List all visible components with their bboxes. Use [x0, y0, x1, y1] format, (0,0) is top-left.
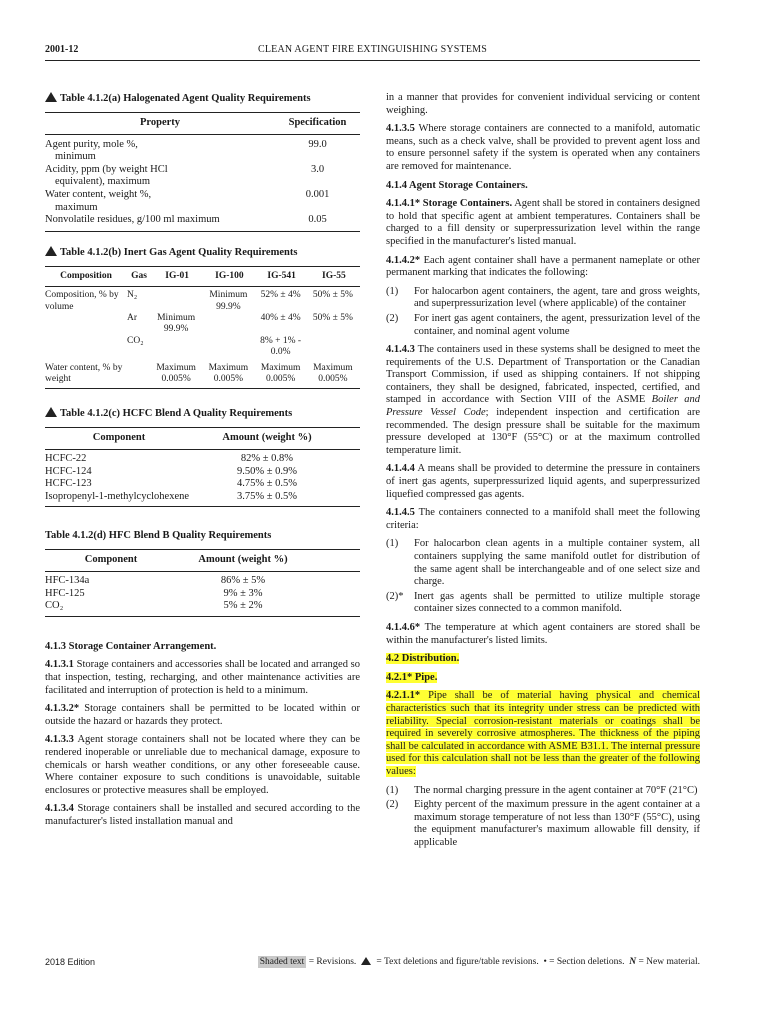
table-row: Nonvolatile residues, g/100 ml maximum 0.05: [45, 214, 360, 231]
new-material-icon: N: [629, 957, 637, 967]
delta-icon: [45, 92, 57, 102]
delta-icon: [45, 246, 57, 256]
paragraph-4-1-4-1: 4.1.4.1* Storage Containers. Agent shall be stored in containers designed to hold that specific agent at ambient temperatures. Containers shall be charged to a fill density or superpressurization level within the range specified in the manufacturer's listed manual.: [386, 198, 701, 247]
right-column: [386, 92, 700, 855]
table-d-header: Component: [45, 550, 177, 572]
table-b-header: IG-01: [151, 266, 203, 286]
table-c-header: Amount (weight %): [193, 428, 341, 450]
paragraph-4-1-4-2: 4.1.4.2* Each agent container shall have a permanent nameplate or other permanent marking that indicates the following:: [386, 254, 700, 279]
table-row: Ar Minimum 99.9% 40% ± 4% 50% ± 5%: [127, 312, 353, 335]
section-4-1-3-heading: 4.1.3 Storage Container Arrangement.: [45, 640, 217, 652]
table-b-header: IG-100: [203, 266, 255, 286]
shaded-text-sample: Shaded text: [259, 957, 305, 967]
list-item: (1) The normal charging pressure in the agent container at 70°F (21°C): [386, 784, 698, 796]
table-b-header: IG-55: [308, 266, 360, 286]
table-row: HFC-125 9% ± 3%: [45, 587, 263, 599]
paragraph-4-1-4-3: 4.1.4.3 The containers used in these systems shall be designed to meet the requirements of the U.S. Department of Transportation or the Canadian Transport Commission, if used as shipping containers. If not shipping containers, they shall be designed, fabricated, inspected, certified, and stamped in accordance with Section VIII of the ASME Boiler and Pressure Vessel Code; independent inspection and certification are recommended. The design pressure shall be suitable for the maximum pressure developed at 130°F (55°C) or at the maximum controlled temperature limit.: [386, 344, 701, 456]
table-row: HCFC-124 9.50% ± 0.9%: [45, 465, 297, 477]
list-item: (2)* Inert gas agents shall be permitted to utilize multiple storage container sizes connected to a common manifold.: [386, 590, 700, 615]
table-row: CO₂ 8% + 1% - 0.0%: [127, 335, 302, 358]
paragraph-4-1-3-5: 4.1.3.5 Where storage containers are connected to a manifold, automatic means, such as a check valve, shall be provided to prevent agent loss and to ensure personnel safety if the system is operated when any containers are removed for maintenance.: [386, 123, 700, 172]
table-c-header: Component: [45, 428, 193, 450]
table-c-title: Table 4.1.2(c) HCFC Blend A Quality Requirements: [45, 407, 360, 427]
table-row: Water content, % by weight Maximum 0.005% Maximum 0.005% Maximum 0.005% Maximum 0.005%: [45, 359, 360, 389]
list-4-2-1-1: [386, 785, 700, 850]
paragraph-4-1-4-5: 4.1.4.5 The containers connected to a manifold shall meet the following criteria:: [386, 507, 701, 531]
table-row: Acidity, ppm (by weight HCl equivalent), maximum 3.0: [45, 163, 325, 188]
header-rule: [45, 60, 700, 61]
revision-legend: Shaded text = Revisions. = Text deletions and figure/table revisions. • = Section deletions. N = New material.: [259, 957, 700, 967]
table-d: [45, 549, 360, 616]
list-item: (2) For inert gas agent containers, the agent, pressurization level of the container, and nominal agent volume: [386, 312, 700, 337]
section-4-1-4-heading: 4.1.4 Agent Storage Containers.: [386, 179, 528, 191]
table-a: [45, 112, 360, 232]
paragraph-4-2-1-1: 4.2.1.1* Pipe shall be of material having physical and chemical characteristics such that its integrity under stress can be predicted with reliability. Special corrosion-resistant materials or coatings shall be required in severely corrosive atmospheres. The thickness of the piping shall be calculated in accordance with ASME B31.1. The internal pressure used for this calculation shall not be less than the greater of the following values:: [386, 690, 700, 777]
list-4-1-4-5: [386, 538, 700, 616]
table-a-header: Property: [45, 113, 275, 135]
running-title: CLEAN AGENT FIRE EXTINGUISHING SYSTEMS: [257, 44, 488, 55]
section-4-2-heading: 4.2 Distribution.: [386, 653, 460, 665]
table-row: Isopropenyl-1-methylcyclohexene 3.75% ± 0.5%: [45, 491, 360, 507]
paragraph-4-1-3-2: 4.1.3.2* Storage containers shall be permitted to be located within or outside the hazard or hazards they protect.: [45, 703, 360, 727]
table-row: Water content, weight %, maximum 0.001: [45, 188, 330, 213]
table-row: Composition, % by volume N₂ Minimum 99.9% 52% ± 4% 50% ± 5%: [45, 290, 353, 312]
edition-label: 2018 Edition: [45, 957, 96, 967]
paragraph-4-1-3-1: 4.1.3.1 Storage containers and accessories shall be located and arranged so that inspection, testing, recharging, and other maintenance activities are facilitated and interruption of protection is held to a minimum.: [45, 659, 361, 696]
table-b-title: Table 4.1.2(b) Inert Gas Agent Quality Requirements: [45, 246, 360, 266]
paragraph-4-1-3-4: 4.1.3.4 Storage containers shall be installed and secured according to the manufacturer's listed installation manual and: [45, 803, 361, 827]
delta-icon: [45, 407, 57, 417]
table-row: HCFC-123 4.75% ± 0.5%: [45, 478, 297, 490]
table-row: Agent purity, mole %, minimum 99.0: [45, 138, 327, 163]
paragraph-4-1-3-3: 4.1.3.3 Agent storage containers shall not be located where they can be rendered inoperable or unreliable due to mechanical damage, exposure to chemicals or harsh weather conditions, or any other foreseeable cause. Where container exposure to such conditions is unavoidable, suitable enclosures or protective measures shall be employed.: [45, 734, 360, 796]
table-d-header: Amount (weight %): [177, 550, 309, 572]
paragraph-continuation: in a manner that provides for convenient individual servicing or content weighing.: [386, 92, 700, 116]
table-row: CO₂ 5% ± 2%: [45, 600, 360, 616]
table-row: HCFC-22 82% ± 0.8%: [45, 453, 294, 464]
table-b: [45, 266, 360, 390]
page-header: [45, 44, 700, 60]
list-item: (2) Eighty percent of the maximum pressure in the agent container at a maximum storage temperature of not less than 130°F (55°C), using the equipment manufacturer's maximum allowable fill density, if applicable: [386, 799, 700, 848]
list-item: (1) For halocarbon agent containers, the agent, tare and gross weights, and superpressurization level (where applicable) of the container: [386, 285, 700, 310]
left-column: [45, 92, 360, 834]
table-a-title: Table 4.1.2(a) Halogenated Agent Quality Requirements: [45, 92, 360, 112]
table-c: [45, 427, 360, 507]
list-4-1-4-2: [386, 286, 700, 338]
table-a-header: Specification: [275, 113, 360, 135]
table-b-header: Composition: [45, 266, 127, 286]
table-b-header: IG-541: [256, 266, 308, 286]
table-b-header: Gas: [127, 266, 151, 286]
page-id: 2001-12: [45, 44, 79, 55]
section-4-2-1-heading: 4.2.1* Pipe.: [386, 671, 438, 683]
list-item: (1) For halocarbon clean agents in a multiple container system, all containers supplying the same manifold outlet for distribution of the same agent shall be interchangeable and of one select size and charge.: [386, 538, 700, 588]
table-d-title: Table 4.1.2(d) HFC Blend B Quality Requirements: [45, 530, 272, 542]
delta-icon: [361, 957, 371, 965]
paragraph-4-1-4-6: 4.1.4.6* The temperature at which agent containers are stored shall be within the manufacturer's listed limits.: [386, 621, 700, 646]
table-row: HFC-134a 86% ± 5%: [45, 574, 266, 586]
paragraph-4-1-4-4: 4.1.4.4 A means shall be provided to determine the pressure in containers of inert gas agents, superpressurized liquid agents, and superpressurized liquefied compressed gas agents.: [386, 463, 701, 500]
